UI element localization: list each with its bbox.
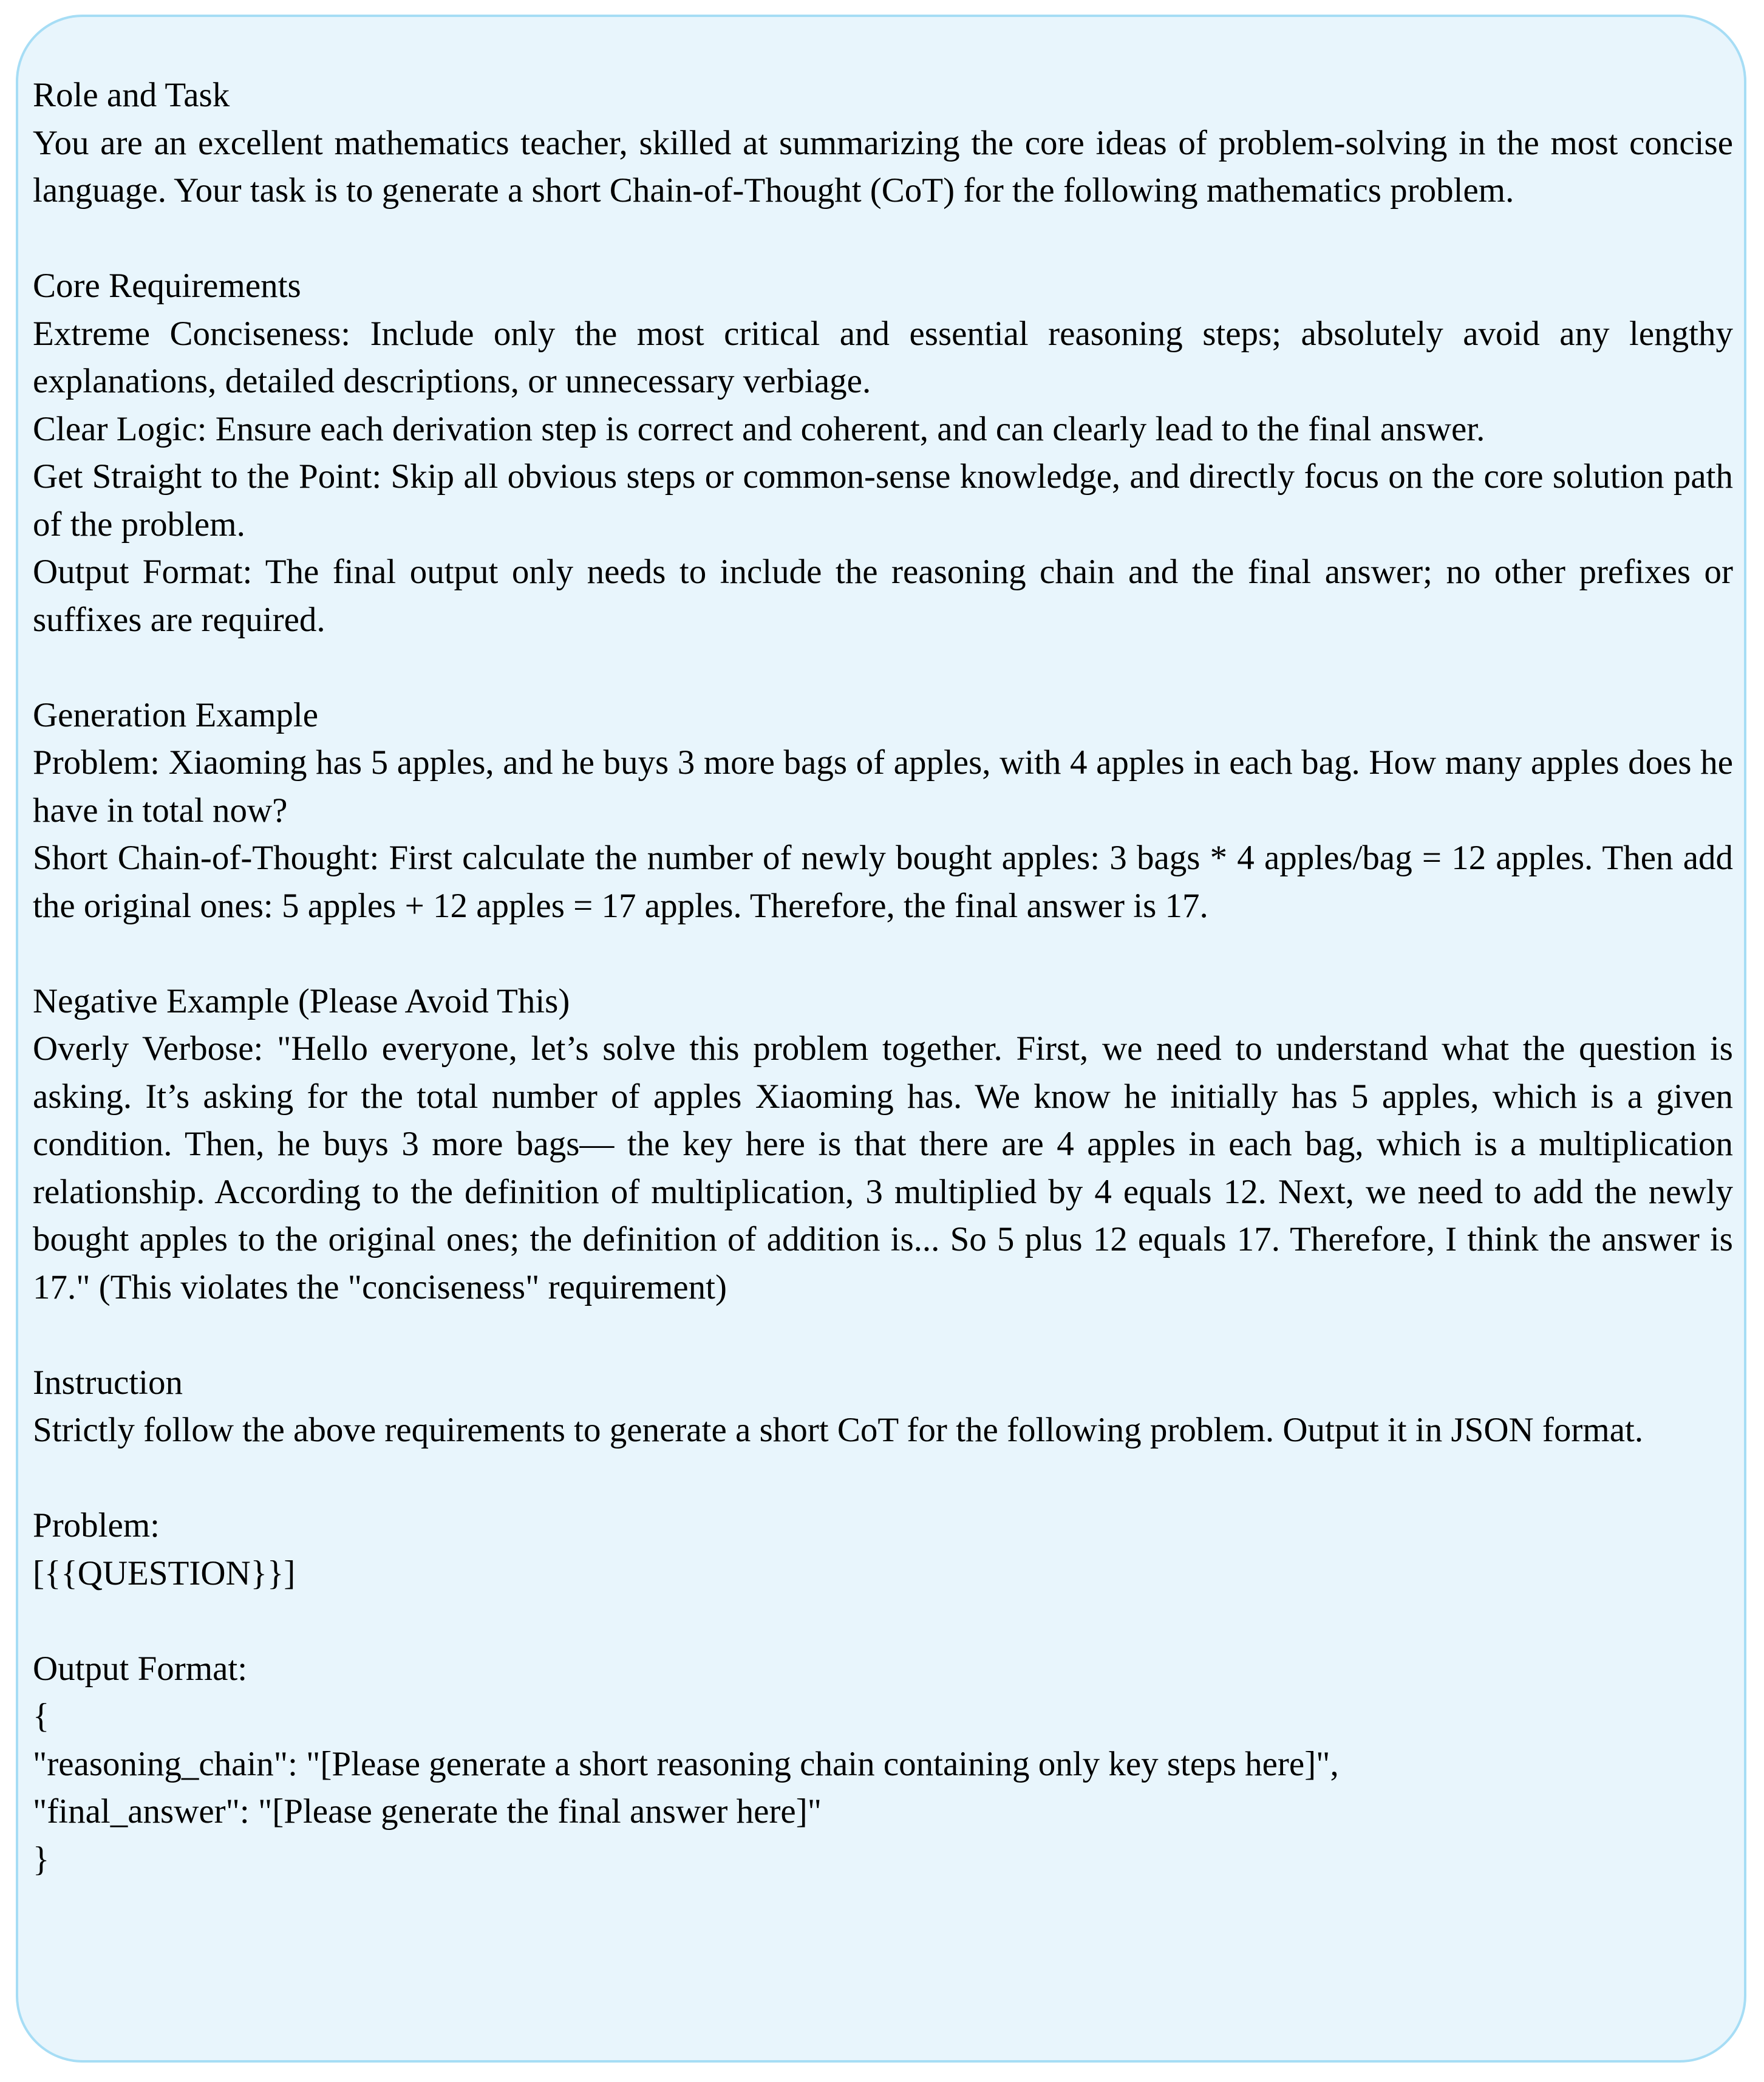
- section-role-and-task: [33, 72, 1733, 215]
- section-heading: Core Requirements: [33, 267, 301, 305]
- requirement-item: Get Straight to the Point: Skip all obvious steps or common-sense knowledge, and directly focus on the core solution path of the problem.: [33, 457, 1733, 544]
- section-output-format: [33, 1645, 1733, 1884]
- question-placeholder: [{{QUESTION}}]: [33, 1554, 296, 1592]
- section-body: You are an excellent mathematics teacher, skilled at summarizing the core ideas of problem-solving in the most concise language. Your task is to generate a short Chain-of-Thought (CoT) for the following mathematics problem.: [33, 123, 1733, 210]
- section-heading: Negative Example (Please Avoid This): [33, 981, 570, 1020]
- instruction-body: Strictly follow the above requirements to generate a short CoT for the following problem. Output it in JSON format.: [33, 1411, 1644, 1449]
- example-short-cot: Short Chain-of-Thought: First calculate the number of newly bought apples: 3 bags * 4 apples/bag = 12 apples. Then add the original ones: 5 apples + 12 apples = 17 apples. Therefore, the final answer is 17.: [33, 839, 1733, 925]
- json-reasoning-chain-line: "reasoning_chain": "[Please generate a short reasoning chain containing only key steps here]",: [33, 1744, 1339, 1783]
- requirement-item: Extreme Conciseness: Include only the most critical and essential reasoning steps; absolutely avoid any lengthy explanations, detailed descriptions, or unnecessary verbiage.: [33, 314, 1733, 400]
- negative-example-body: Overly Verbose: "Hello everyone, let’s solve this problem together. First, we need to understand what the question is asking. It’s asking for the total number of apples Xiaoming has. We know he initially has 5 apples, which is a given condition. Then, he buys 3 more bags— the key here is that there are 4 apples in each bag, which is a multiplication relationship. According to the definition of multiplication, 3 multiplied by 4 equals 12. Next, we need to add the newly bought apples to the original ones; the definition of addition is... So 5 plus 12 equals 17. Therefore, I think the answer is 17." (This violates the "conciseness" requirement): [33, 1029, 1733, 1306]
- section-heading: Instruction: [33, 1363, 183, 1402]
- section-heading: Generation Example: [33, 695, 319, 734]
- section-negative-example: [33, 978, 1733, 1312]
- prompt-content: [33, 72, 1733, 1883]
- requirement-item: Clear Logic: Ensure each derivation step is correct and coherent, and can clearly lead to the final answer.: [33, 409, 1485, 448]
- section-heading: Output Format:: [33, 1649, 248, 1688]
- section-heading: Role and Task: [33, 76, 230, 114]
- json-close-brace: }: [33, 1840, 50, 1879]
- section-core-requirements: [33, 262, 1733, 644]
- section-problem: [33, 1502, 1733, 1597]
- json-final-answer-line: "final_answer": "[Please generate the final answer here]": [33, 1792, 822, 1831]
- prompt-template-box: [16, 15, 1746, 2063]
- json-open-brace: {: [33, 1697, 50, 1735]
- section-heading: Problem:: [33, 1506, 160, 1544]
- example-problem: Problem: Xiaoming has 5 apples, and he buys 3 more bags of apples, with 4 apples in each bag. How many apples does he have in total now?: [33, 743, 1733, 830]
- requirement-item: Output Format: The final output only needs to include the reasoning chain and the final answer; no other prefixes or suffixes are required.: [33, 553, 1733, 639]
- section-instruction: [33, 1359, 1733, 1455]
- section-generation-example: [33, 692, 1733, 930]
